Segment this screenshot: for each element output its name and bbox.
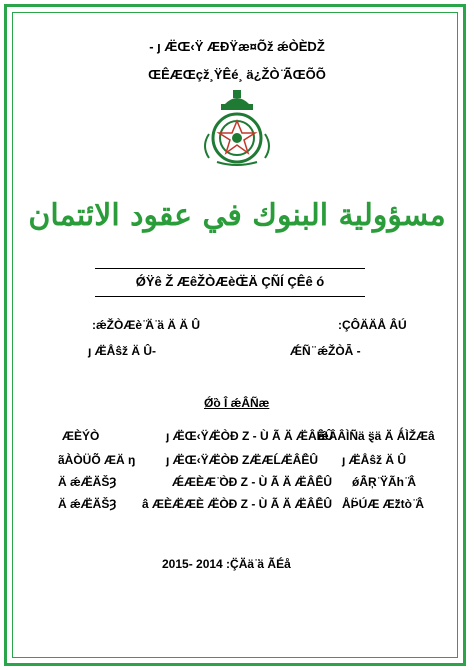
committee-name: ÅÞ̈ÚÆ Æž̈tò ̈Â <box>342 497 424 511</box>
committee-name: ǽÂÂÌÑ̈ä ȿ̈ä Ä̈ ǺÌŽÆâ <box>318 429 435 443</box>
university-logo <box>195 88 279 168</box>
thesis-subtitle: ǾŸê Ž ÆêŽÒÆèŒ̈Ä ÇÑÍ ÇÊê ó <box>135 274 325 289</box>
student-name: ȷ Æ̈Åŝž Ä Û- <box>88 344 157 358</box>
student-label: :ǽŽÒÆè ̈Ä ̈ä Ä Ä Û <box>92 318 201 332</box>
ministry-header: - ȷ Æ̈Œ‹Ÿ ÆÐŸæ¤Õž ǽÒЀ̈DŽ <box>149 39 325 54</box>
committee-role: ãÀÒÜÕ ÆÄ ŋ <box>58 453 136 467</box>
committee-rank: ȷ Æ̈Œ‹ŸÆ̈ÒÐ ZÆ̈ÆĹÆ̈ÂÊ̈Û <box>166 453 318 467</box>
committee-rank: ȷ Æ̈Œ‹ŸÆ̈ÒÐ Z - Ù Ã Ä̈ Æ̈ÂÊ̈Û <box>166 429 334 443</box>
title-rule-bottom <box>95 296 365 297</box>
supervisor-label: :ÇÔÄÄÅ ÂÚ <box>338 318 407 332</box>
committee-role: Ä ǽÆ̈Ä̈ŠȜ <box>58 475 117 489</box>
committee-rank: ǼÆÈÆ ̈ÒÐ Z - Ù Ã Ä̈ Æ̈ÂÊ̈Û <box>172 475 333 489</box>
supervisor-name: ǼÑ ̈ ǽŽÒǞ - <box>290 344 361 358</box>
academic-year: 2015- 2014 :Ç̈Ä̈ä ̈ä ÃÉå <box>162 557 291 571</box>
title-rule-top <box>95 268 365 269</box>
thesis-title: مسؤولية البنوك في عقود الائتمان <box>28 198 446 233</box>
committee-role: ÆÈÝÒ <box>62 429 100 443</box>
committee-role: Ä ǽÆ̈Ä̈ŠȜ <box>58 497 117 511</box>
university-header: ŒÊÆŒçž¸ŸÊé¸ ä¿ŽÒ ̈Ã̈ŒÕÕ <box>148 67 326 82</box>
committee-rank: â ÆÈÆ̈ÆÈ Æ̈ÒÐ Z - Ù Ã Ä̈ Æ̈ÂÊ̈Û <box>142 497 333 511</box>
committee-name: ȷ Æ̈Åŝž Ä Û <box>342 453 407 467</box>
committee-name: ǿÂ̈Ŗ ̈Ÿ̈Ãh ̈Â <box>352 475 416 489</box>
committee-heading: Ǿ̈ò Î ǽÂÑæ <box>204 396 270 410</box>
